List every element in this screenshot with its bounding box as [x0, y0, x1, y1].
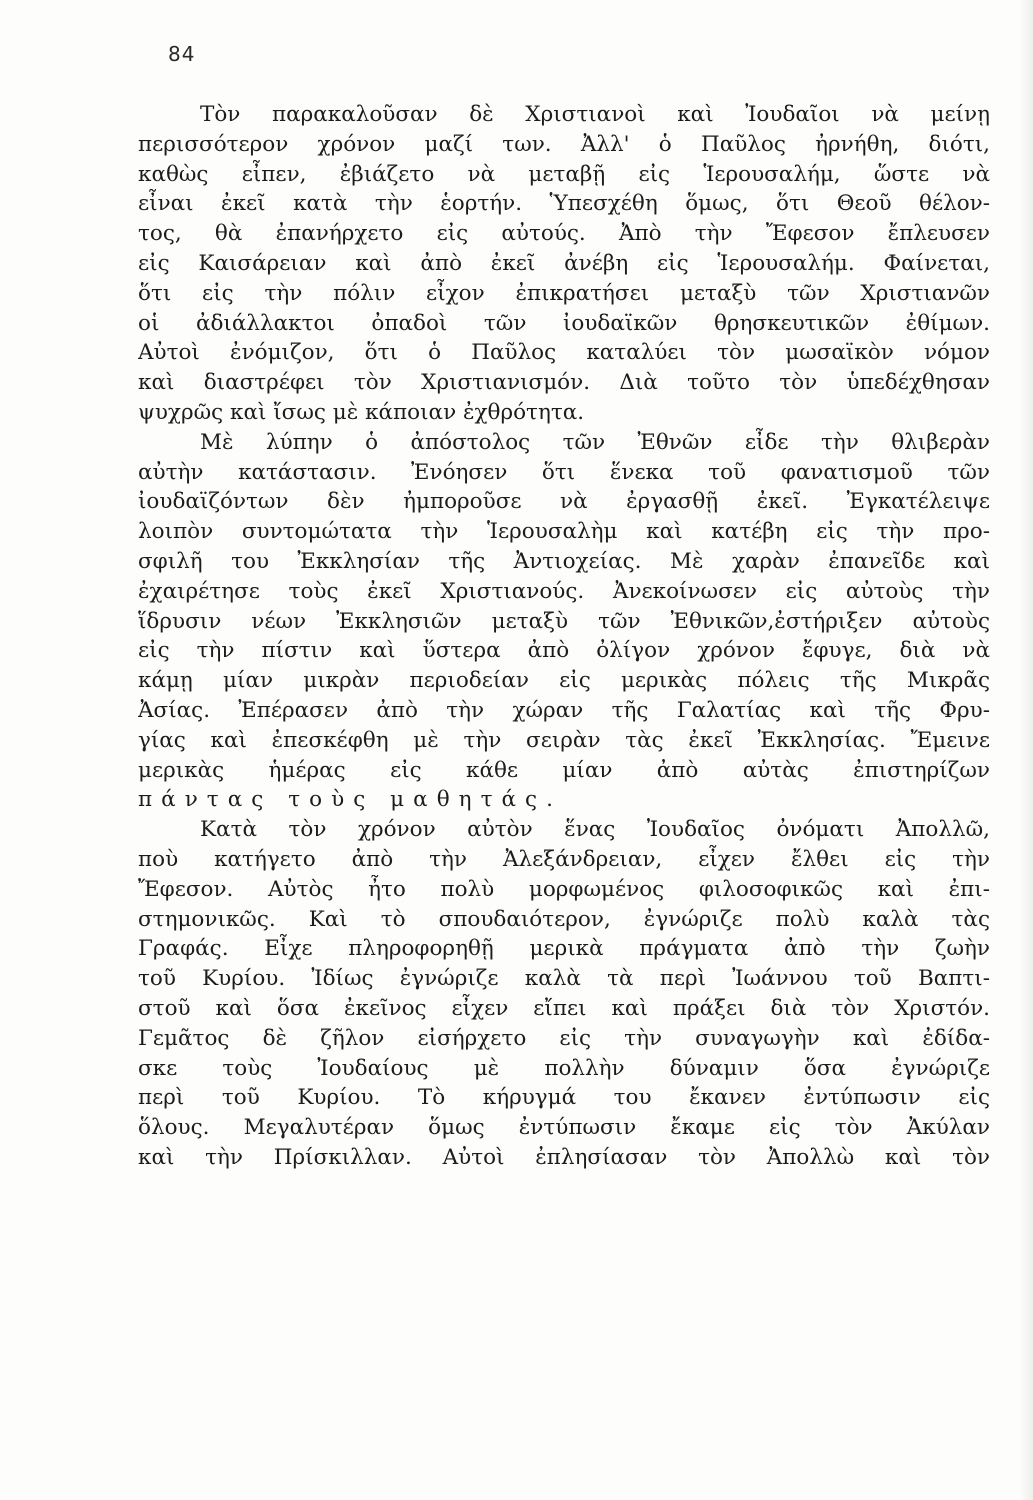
- text-line: σκε τοὺς Ἰουδαίους μὲ πολλὴν δύναμιν ὅσα ἐγνώριζε: [138, 1055, 990, 1081]
- text-line: εἶναι ἐκεῖ κατὰ τὴν ἑορτήν. Ὑπεσχέθη ὅμως, ὅτι Θεοῦ θέλον-: [138, 191, 990, 217]
- text-line: καθὼς εἶπεν, ἐβιάζετο νὰ μεταβῇ εἰς Ἱερουσαλήμ, ὥστε νὰ: [138, 161, 990, 187]
- text-line: λοιπὸν συντομώτατα τὴν Ἱερουσαλὴμ καὶ κατέβη εἰς τὴν προ-: [138, 519, 990, 545]
- text-line: Ἔφεσον. Αὐτὸς ἦτο πολὺ μορφωμένος φιλοσοφικῶς καὶ ἐπι-: [138, 876, 990, 902]
- text-line: κάμῃ μίαν μικρὰν περιοδείαν εἰς μερικὰς πόλεις τῆς Μικρᾶς: [138, 668, 990, 694]
- text-line: μερικὰς ἡμέρας εἰς κάθε μίαν ἀπὸ αὐτὰς ἐπιστηρίζων: [138, 757, 990, 783]
- text-line: ἐχαιρέτησε τοὺς ἐκεῖ Χριστιανούς. Ἀνεκοίνωσεν εἰς αὐτοὺς τὴν: [138, 578, 990, 604]
- text-line: ὅλους. Μεγαλυτέραν ὅμως ἐντύπωσιν ἔκαμε εἰς τὸν Ἀκύλαν: [138, 1115, 990, 1141]
- text-line: στοῦ καὶ ὅσα ἐκεῖνος εἶχεν εἴπει καὶ πράξει διὰ τὸν Χριστόν.: [138, 995, 990, 1021]
- text-line: Κατὰ τὸν χρόνον αὐτὸν ἕνας Ἰουδαῖος ὀνόματι Ἀπολλῶ,: [200, 817, 990, 843]
- text-line: γίας καὶ ἐπεσκέφθη μὲ τὴν σειρὰν τὰς ἐκεῖ Ἐκκλησίας. Ἔμεινε: [138, 727, 990, 753]
- text-line: ποὺ κατήγετο ἀπὸ τὴν Ἀλεξάνδρειαν, εἶχεν ἔλθει εἰς τὴν: [138, 846, 990, 872]
- text-line: καὶ τὴν Πρίσκιλλαν. Αὐτοὶ ἐπλησίασαν τὸν Ἀπολλὼ καὶ τὸν: [138, 1144, 990, 1170]
- text-line: Μὲ λύπην ὁ ἀπόστολος τῶν Ἐθνῶν εἶδε τὴν θλιβερὰν: [200, 429, 990, 455]
- paragraph: [138, 100, 990, 428]
- text-line: περισσότερον χρόνον μαζί των. Ἀλλ' ὁ Παῦλος ἠρνήθη, διότι,: [138, 131, 990, 157]
- body-text: [138, 100, 990, 1173]
- text-line: πάντας τοὺς μαθητάς.: [138, 787, 562, 813]
- text-line: ὅτι εἰς τὴν πόλιν εἶχον ἐπικρατήσει μεταξὺ τῶν Χριστιανῶν: [138, 280, 990, 306]
- page-number: 84: [168, 42, 196, 66]
- text-line: Τὸν παρακαλοῦσαν δὲ Χριστιανοὶ καὶ Ἰουδαῖοι νὰ μείνῃ: [200, 102, 990, 127]
- text-line: οἱ ἀδιάλλακτοι ὀπαδοὶ τῶν ἰουδαϊκῶν θρησκευτικῶν ἐθίμων.: [138, 310, 990, 336]
- text-line: Γραφάς. Εἶχε πληροφορηθῇ μερικὰ πράγματα ἀπὸ τὴν ζωὴν: [138, 936, 990, 962]
- text-line: περὶ τοῦ Κυρίου. Τὸ κήρυγμά του ἔκανεν ἐντύπωσιν εἰς: [138, 1085, 990, 1111]
- text-line: σφιλῆ του Ἐκκλησίαν τῆς Ἀντιοχείας. Μὲ χαρὰν ἐπανεῖδε καὶ: [138, 548, 990, 574]
- text-line: εἰς τὴν πίστιν καὶ ὕστερα ἀπὸ ὀλίγον χρόνον ἔφυγε, διὰ νὰ: [138, 638, 990, 664]
- text-line: αὐτὴν κατάστασιν. Ἐνόησεν ὅτι ἕνεκα τοῦ φανατισμοῦ τῶν: [138, 459, 990, 485]
- text-line: τος, θὰ ἐπανήρχετο εἰς αὐτούς. Ἀπὸ τὴν Ἔφεσον ἔπλευσεν: [138, 221, 990, 247]
- text-line: Αὐτοὶ ἐνόμιζον, ὅτι ὁ Παῦλος καταλύει τὸν μωσαϊκὸν νόμον: [138, 340, 990, 366]
- text-line: ψυχρῶς καὶ ἴσως μὲ κάποιαν ἐχθρότητα.: [138, 399, 585, 425]
- text-line: εἰς Καισάρειαν καὶ ἀπὸ ἐκεῖ ἀνέβη εἰς Ἱερουσαλήμ. Φαίνεται,: [138, 250, 990, 276]
- page-edge-shadow: [1019, 0, 1033, 1500]
- paragraph: [138, 815, 990, 1173]
- paragraph: [138, 428, 990, 815]
- text-line: Ἀσίας. Ἐπέρασεν ἀπὸ τὴν χώραν τῆς Γαλατίας καὶ τῆς Φρυ-: [138, 697, 990, 723]
- text-line: ἵδρυσιν νέων Ἐκκλησιῶν μεταξὺ τῶν Ἐθνικῶν,ἐστήριξεν αὐτοὺς: [138, 608, 990, 634]
- text-line: τοῦ Κυρίου. Ἰδίως ἐγνώριζε καλὰ τὰ περὶ Ἰωάννου τοῦ Βαπτι-: [138, 966, 990, 992]
- text-line: Γεμᾶτος δὲ ζῆλον εἰσήρχετο εἰς τὴν συναγωγὴν καὶ ἐδίδα-: [138, 1025, 990, 1051]
- text-line: καὶ διαστρέφει τὸν Χριστιανισμόν. Διὰ τοῦτο τὸν ὑπεδέχθησαν: [138, 370, 990, 396]
- text-line: στημονικῶς. Καὶ τὸ σπουδαιότερον, ἐγνώριζε πολὺ καλὰ τὰς: [138, 906, 990, 932]
- text-line: ἰουδαϊζόντων δὲν ἠμποροῦσε νὰ ἐργασθῇ ἐκεῖ. Ἐγκατέλειψε: [138, 489, 990, 515]
